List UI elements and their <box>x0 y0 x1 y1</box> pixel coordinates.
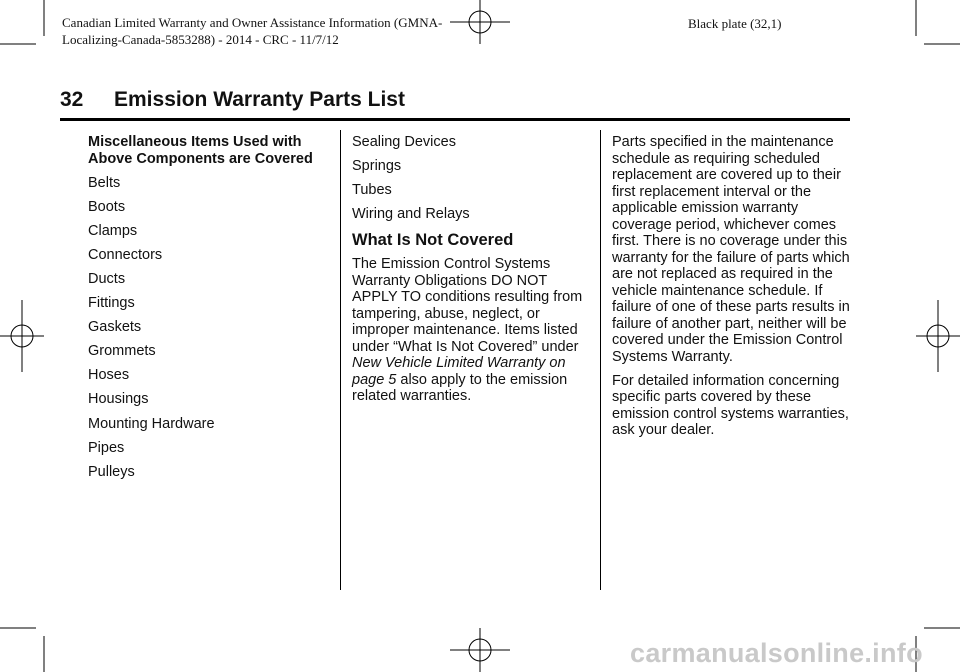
list-item: Ducts <box>88 270 126 287</box>
print-header-line-2: Localizing-Canada-5853288) - 2014 - CRC - 11/7/12 <box>62 32 339 47</box>
plate-label: Black plate (32,1) <box>688 16 782 31</box>
not-covered-paragraph <box>352 256 592 405</box>
list-item: Fittings <box>88 295 135 312</box>
list-item: Pipes <box>88 439 125 456</box>
list-item: Springs <box>352 158 402 175</box>
limited-warranty-link[interactable]: New Vehicle Limited Warranty on page 5 <box>352 355 566 388</box>
column-divider-1 <box>340 130 341 590</box>
list-item: Mounting Hardware <box>88 415 215 432</box>
dealer-paragraph: For detailed information concerning specific parts covered by these emission control systems warranties, ask your dealer. <box>612 372 849 439</box>
print-header <box>62 14 442 48</box>
page-number: 32 <box>60 88 84 111</box>
not-covered-text: The Emission Control Systems Warranty Obligations DO NOT APPLY TO conditions resulting from tampering, abuse, neglect, or improper maintenance. Items listed under “What Is Not Covered” under <box>352 256 583 355</box>
page-heading <box>60 88 850 112</box>
list-item: Grommets <box>88 343 156 360</box>
maintenance-paragraph: Parts specified in the maintenance schedule as requiring scheduled replacement are covered up to their first replacement interval or the applicable emission warranty coverage period, whichever comes first. There is no coverage under this warranty for the failure of parts which are not replaced as required in the vehicle maintenance schedule. If failure of one of these parts results in failure of another part, neither will be covered under the Emission Control Systems Warranty. <box>612 134 850 365</box>
page-title: Emission Warranty Parts List <box>114 88 405 111</box>
column-divider-2 <box>600 130 601 590</box>
list-item: Wiring and Relays <box>352 206 470 223</box>
watermark: carmanualsonline.info <box>630 638 923 668</box>
list-item: Housings <box>88 391 149 408</box>
list-item: Pulleys <box>88 463 135 480</box>
list-item: Gaskets <box>88 319 142 336</box>
list-item: Sealing Devices <box>352 134 456 150</box>
list-item: Tubes <box>352 182 392 199</box>
not-covered-tail: also apply to the emission related warranties. <box>352 371 568 405</box>
not-covered-heading: What Is Not Covered <box>352 231 514 250</box>
list-item: Clamps <box>88 222 138 239</box>
heading-rule <box>60 118 850 121</box>
column-2 <box>352 134 592 412</box>
print-header-line-1: Canadian Limited Warranty and Owner Assistance Information (GMNA- <box>62 15 443 30</box>
list-item: Belts <box>88 174 121 191</box>
list-item: Connectors <box>88 246 163 263</box>
list-item: Boots <box>88 198 126 215</box>
list-item: Hoses <box>88 367 130 384</box>
column-1 <box>88 134 328 488</box>
column-3 <box>612 134 852 446</box>
misc-items-heading: Miscellaneous Items Used with Above Components are Covered <box>88 134 313 167</box>
